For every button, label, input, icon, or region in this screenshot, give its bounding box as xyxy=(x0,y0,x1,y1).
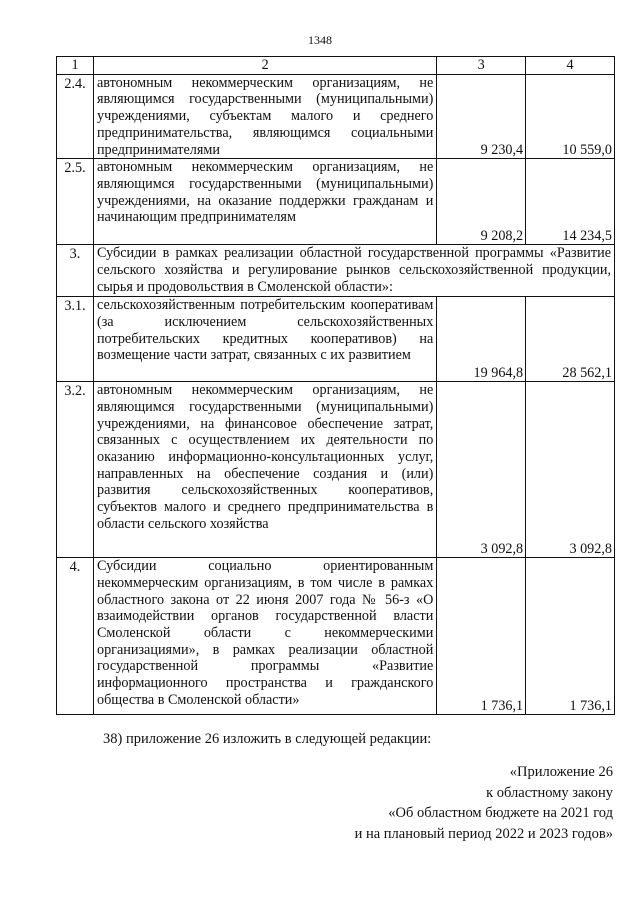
row-text: Субсидии в рамках реализации областной государственной программы «Развитие сельского хозяйства и регулирование рынков сельскохозяйственной продукции, сырья и продовольствия в Смоленской области»: xyxy=(93,245,614,297)
table-row xyxy=(57,382,615,558)
row-number: 2.5. xyxy=(57,159,94,245)
row-text: автономным некоммерческим организациям, не являющимся государственными (муниципальными) учреждениями, на оказание поддержки гражданам и начинающим предпринимателям xyxy=(93,159,436,245)
appendix-line: к областному закону xyxy=(486,784,613,801)
row-value-col3: 9 208,2 xyxy=(437,159,526,245)
row-value-col4: 1 736,1 xyxy=(526,558,615,715)
appendix-heading xyxy=(293,762,613,844)
row-number: 4. xyxy=(57,558,94,715)
amendment-paragraph: 38) приложение 26 изложить в следующей редакции: xyxy=(103,731,432,747)
row-value-col4: 14 234,5 xyxy=(526,159,615,245)
row-text: автономным некоммерческим организациям, не являющимся государственными (муниципальными) учреждениями, на финансовое обеспечение затрат, связанных с осуществлением их деятельности по оказанию информационно-консультационных услуг, направленных на обеспечение создания и (или) развития сельскохозяйственных кооперативов, субъектов малого и среднего предпринимательства в области сельского хозяйства xyxy=(93,382,436,558)
row-number: 3. xyxy=(57,245,94,297)
header-cell: 4 xyxy=(526,57,615,75)
row-value-col3: 19 964,8 xyxy=(437,297,526,382)
row-number: 2.4. xyxy=(57,74,94,159)
page-number: 1348 xyxy=(308,33,332,47)
row-value-col3: 1 736,1 xyxy=(437,558,526,715)
row-text: Субсидии социально ориентированным некоммерческим организациям, в том числе в рамках областного закона от 22 июня 2007 года № 56-з «О взаимодействии органов государственной власти Смоленской области с некоммерческими организациями», в рамках реализации областной государственной программы «Развитие информационного пространства и гражданского общества в Смоленской области» xyxy=(93,558,436,715)
row-value-col3: 3 092,8 xyxy=(437,382,526,558)
budget-table xyxy=(56,56,615,715)
header-cell: 1 xyxy=(57,57,94,75)
table-row xyxy=(57,297,615,382)
appendix-line: «Приложение 26 xyxy=(509,764,613,780)
row-value-col4: 28 562,1 xyxy=(526,297,615,382)
row-number: 3.1. xyxy=(57,297,94,382)
table-header-row xyxy=(57,57,615,75)
table-row xyxy=(57,245,615,297)
appendix-line: и на плановый период 2022 и 2023 годов» xyxy=(354,825,613,842)
table-row xyxy=(57,74,615,159)
header-cell: 3 xyxy=(437,57,526,75)
table-row xyxy=(57,558,615,715)
appendix-line: «Об областном бюджете на 2021 год xyxy=(388,805,613,821)
table-row xyxy=(57,159,615,245)
row-number: 3.2. xyxy=(57,382,94,558)
row-value-col3: 9 230,4 xyxy=(437,74,526,159)
row-value-col4: 10 559,0 xyxy=(526,74,615,159)
row-value-col4: 3 092,8 xyxy=(526,382,615,558)
header-cell: 2 xyxy=(93,57,436,75)
row-text: автономным некоммерческим организациям, не являющимся государственными (муниципальными) учреждениями, субъектам малого и среднего предпринимательства, являющимся социальными предпринимателями xyxy=(93,74,436,159)
row-text: сельскохозяйственным потребительским кооперативам (за исключением сельскохозяйственных потребительских кредитных кооперативов) на возмещение части затрат, связанных с их развитием xyxy=(93,297,436,382)
